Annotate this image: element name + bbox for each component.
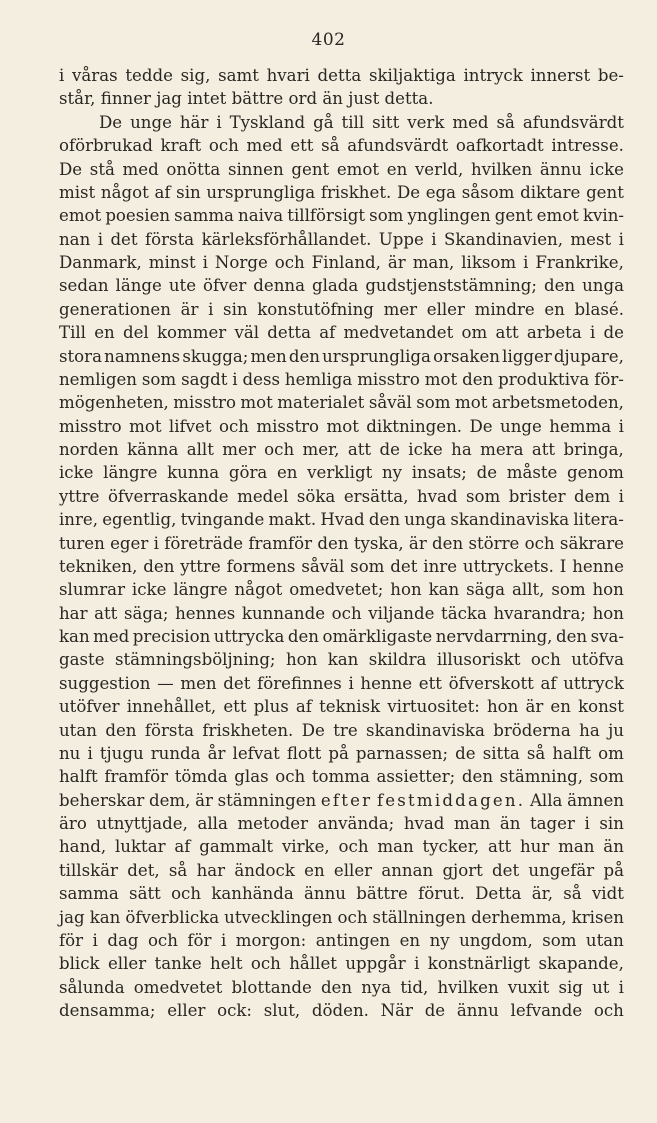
text-line: inre, egentlig, tvingande makt. Hvad den unga skandinaviska litera- (59, 510, 624, 530)
text-line: för i dag och för i morgon: antingen en ny ungdom, som utan (59, 930, 624, 950)
text-line: samma sätt och kanhända ännu bättre förut. Detta är, så vidt (59, 884, 624, 904)
text-line: beherskar dem, är stämningen efter festmiddagen. Alla ämnen (59, 790, 624, 810)
text-line: utan den första friskheten. De tre skandinaviska bröderna ha ju (59, 720, 624, 740)
text-line: står, finner jag intet bättre ord än just detta. (59, 89, 434, 109)
text-line: yttre öfverraskande medel söka ersätta, hvad som brister dem i (59, 486, 624, 506)
text-line: densamma; eller ock: slut, döden. När de ännu lefvande och (59, 1001, 624, 1020)
text-line: nu i tjugu runda år lefvat flott på parnassen; de sitta så halft om (59, 743, 624, 763)
text-line: har att säga; hennes kunnande och viljande täcka hvarandra; hon (59, 603, 624, 623)
text-line: emot poesien samma naiva tillförsigt som ynglingen gent emot kvin- (59, 206, 624, 226)
text-line: misstro mot lifvet och misstro mot diktningen. De unge hemma i (59, 416, 624, 436)
text-line: blick eller tanke helt och hållet uppgår i konstnärligt skapande, (59, 954, 624, 974)
text-line: halft framför tömda glas och tomma assietter; den stämning, som (59, 767, 624, 787)
text-line: icke längre kunna göra en verkligt ny insats; de måste genom (59, 463, 624, 483)
text-line: mögenheten, misstro mot materialet såväl som mot arbetsmetoden, (59, 393, 624, 413)
text-line: suggestion — men det förefinnes i henne ett öfverskott af uttryck (59, 673, 624, 693)
text-line: norden känna allt mer och mer, att de icke ha mera att bringa, (59, 440, 624, 459)
text-line: jag kan öfverblicka utvecklingen och ställningen derhemma, krisen (59, 907, 624, 927)
text-line: De unge här i Tyskland gå till sitt verk med så afundsvärdt (99, 112, 624, 132)
text-line: äro utnyttjade, alla metoder använda; hvad man än tager i sin (59, 814, 624, 833)
text-line: utöfver innehållet, ett plus af teknisk virtuositet: hon är en konst (59, 697, 624, 717)
text-line: slumrar icke längre något omedvetet; hon kan säga allt, som hon (59, 580, 624, 600)
text-line: gaste stämningsböljning; hon kan skildra illusoriskt och utöfva (59, 650, 624, 670)
text-line: tekniken, den yttre formens såväl som det inre uttryckets. I henne (59, 556, 624, 576)
text-line: hand, luktar af gammalt virke, och man tycker, att hur man än (59, 837, 624, 857)
text-line: kan med precision uttrycka den omärkligaste nervdarrning, den sva- (59, 627, 624, 646)
text-line: oförbrukad kraft och med ett så afundsvärdt oafkortadt intresse. (59, 136, 624, 156)
page-number: 402 (311, 30, 346, 50)
text-line: stora namnens skugga; men den ursprungliga orsaken ligger djupare, (59, 346, 624, 366)
text-line: mist något af sin ursprungliga friskhet. De ega såsom diktare gent (59, 182, 624, 202)
text-line: nan i det första kärleksförhållandet. Uppe i Skandinavien, mest i (59, 229, 624, 249)
text-line: i våras tedde sig, samt hvari detta skiljaktiga intryck innerst be- (59, 66, 624, 85)
body-text (59, 64, 624, 1022)
text-line: sålunda omedvetet blottande den nya tid, hvilken vuxit sig ut i (59, 977, 624, 997)
text-line: generationen är i sin konstutöfning mer eller mindre en blasé. (59, 299, 624, 319)
text-line: Till en del kommer väl detta af medvetandet om att arbeta i de (59, 323, 624, 343)
text-line: De stå med onötta sinnen gent emot en verld, hvilken ännu icke (59, 159, 624, 179)
text-line: sedan länge ute öfver denna glada gudstjenststämning; den unga (59, 276, 624, 296)
text-line: turen eger i företräde framför den tyska, är den större och säkrare (59, 533, 624, 553)
text-line: Danmark, minst i Norge och Finland, är man, liksom i Frankrike, (59, 253, 624, 272)
text-line: tillskär det, så har ändock en eller annan gjort det ungefär på (59, 860, 624, 880)
text-line: nemligen som sagdt i dess hemliga misstro mot den produktiva för- (59, 369, 624, 389)
